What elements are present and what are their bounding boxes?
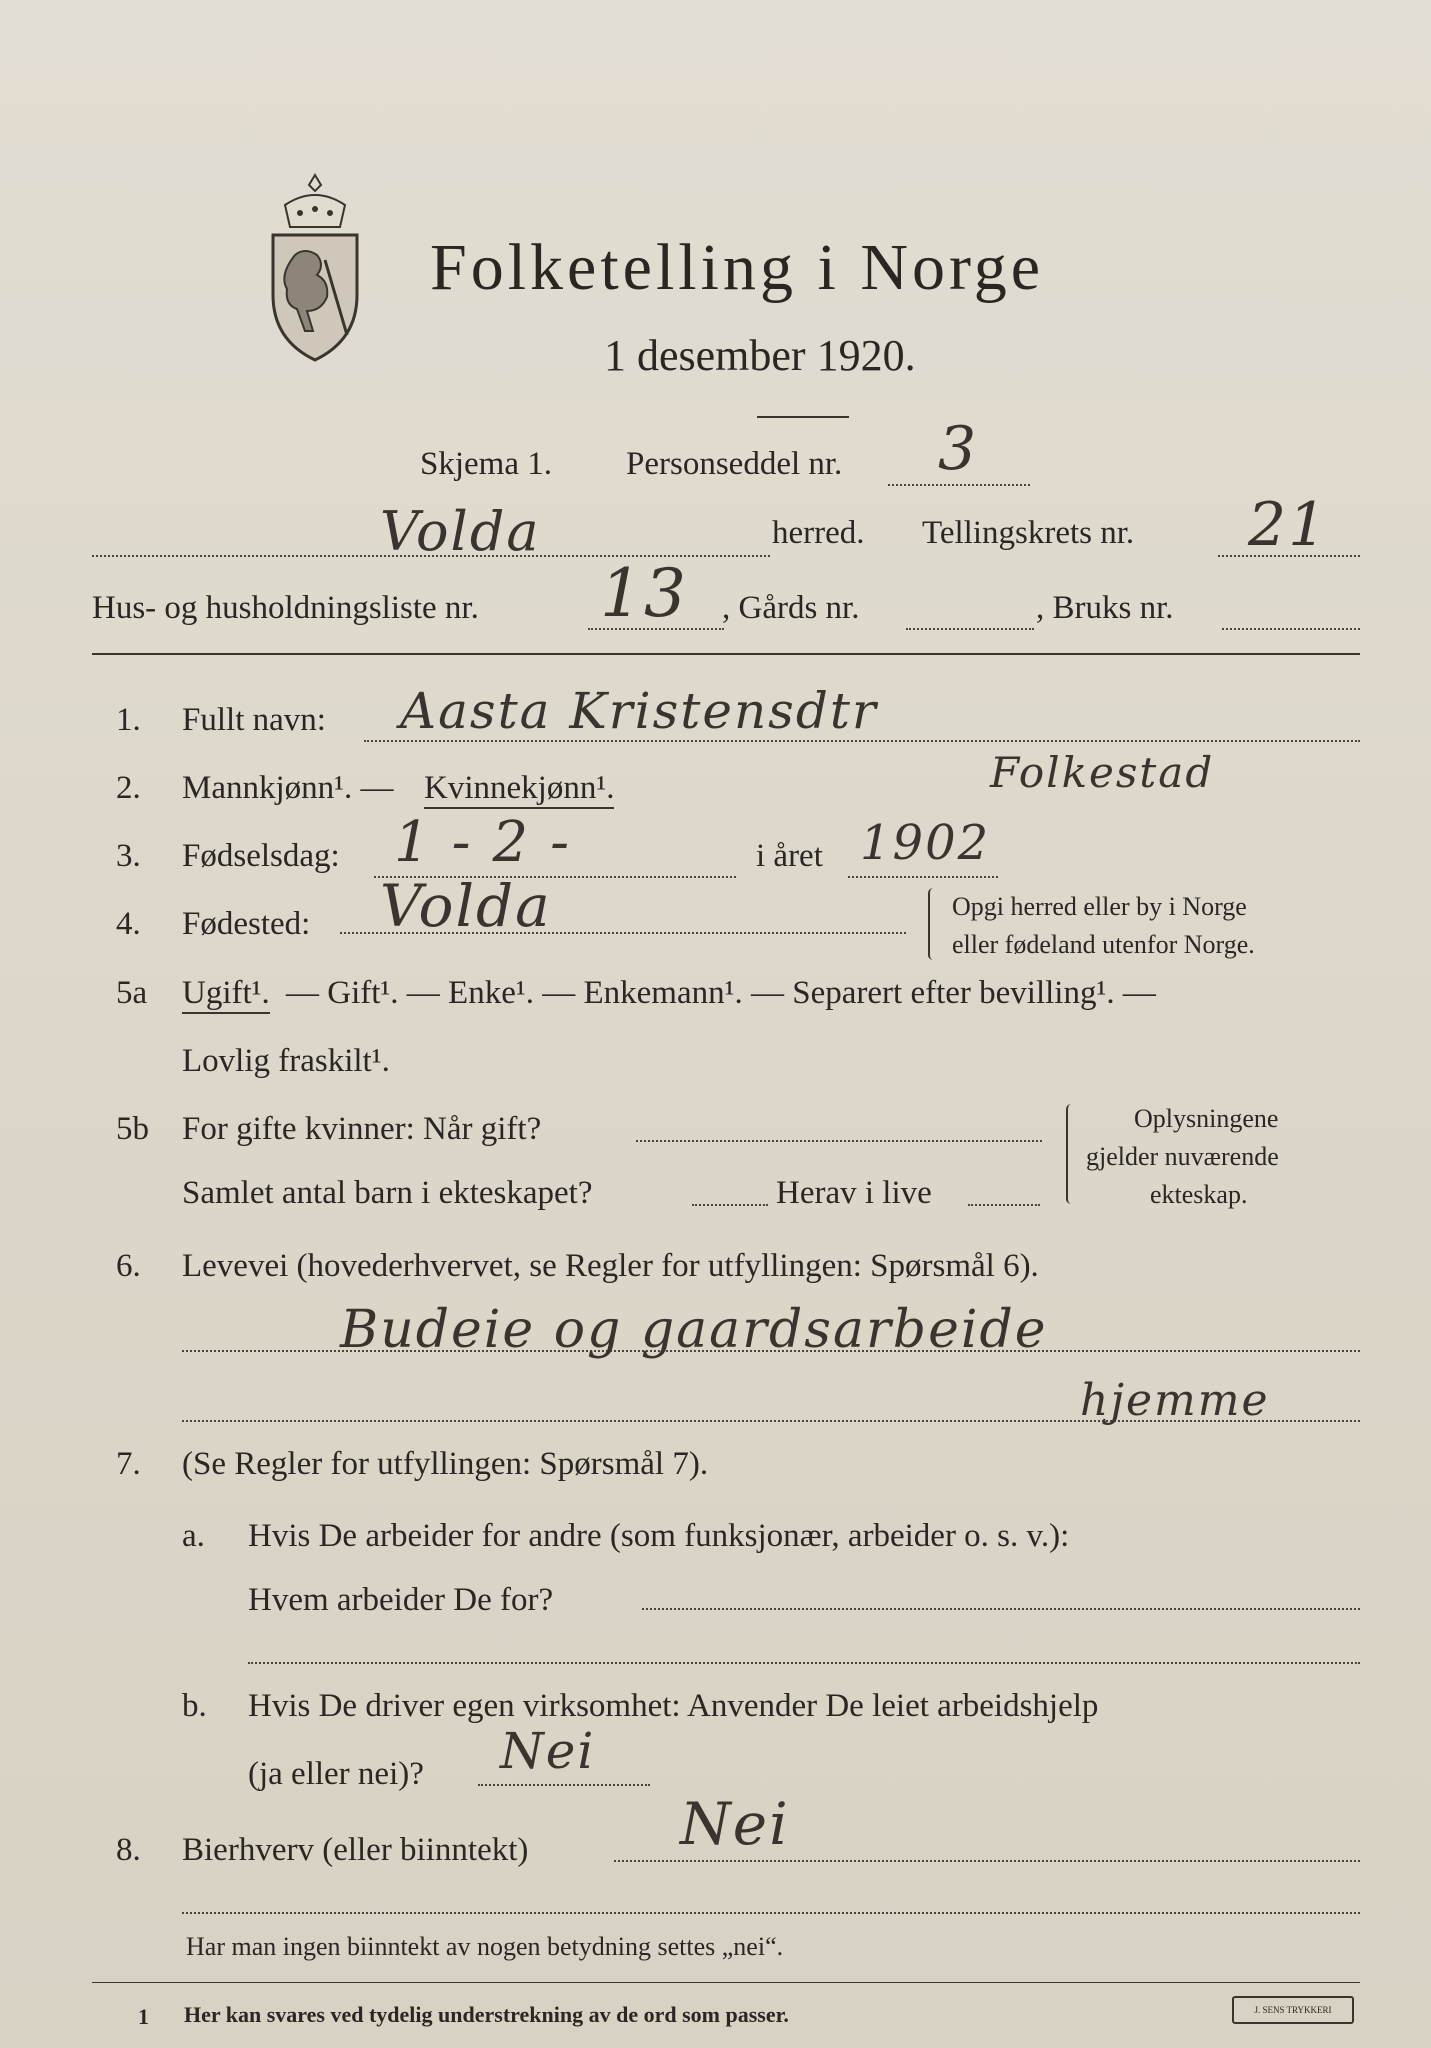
q3-number: 3. [116, 838, 141, 874]
tellingskrets-label: Tellingskrets nr. [922, 515, 1135, 551]
status-ugift-option[interactable]: Ugift¹. [182, 975, 270, 1014]
year-label: i året [756, 838, 823, 874]
fullname-value: Aasta Kristensdtr [400, 682, 878, 740]
footer-rule [92, 1982, 1360, 1983]
employer-field[interactable] [642, 1608, 1360, 1610]
q6-label: Levevei (hovederhvervet, se Regler for utfyllingen: Spørsmål 6). [182, 1248, 1039, 1284]
footnote-number: 1 [138, 2004, 149, 2029]
status-other-options[interactable]: — Gift¹. — Enke¹. — Enkemann¹. — Separert efter bevilling¹. — [286, 975, 1156, 1011]
bruks-label: , Bruks nr. [1036, 590, 1174, 626]
gards-label: , Gårds nr. [722, 590, 860, 626]
q8-label: Bierhverv (eller biinntekt) [182, 1832, 529, 1868]
title-divider [757, 416, 849, 418]
q5b-note-line3: ekteskap. [1150, 1180, 1248, 1209]
q2-number: 2. [116, 770, 141, 806]
q5b-brace [1066, 1104, 1076, 1204]
fullname-field[interactable] [364, 740, 1360, 742]
q5b-number: 5b [116, 1111, 149, 1147]
side-income-field-line2[interactable] [182, 1912, 1360, 1914]
fullname-value-surname: Folkestad [990, 748, 1215, 797]
q8-number: 8. [116, 1832, 141, 1868]
q5b-note-line1: Oplysningene [1134, 1104, 1279, 1133]
gards-field[interactable] [906, 628, 1034, 630]
status-fraskilt-option[interactable]: Lovlig fraskilt¹. [182, 1043, 390, 1079]
q7b-text: Hvis De driver egen virksomhet: Anvender De leiet arbeidshjelp [248, 1688, 1099, 1724]
q5a-number: 5a [116, 975, 148, 1011]
side-income-field[interactable] [614, 1860, 1360, 1862]
skjema-label: Skjema 1. [420, 446, 552, 482]
children-alive-field[interactable] [968, 1204, 1040, 1206]
q7a-question: Hvem arbeider De for? [248, 1582, 554, 1618]
birthday-value: 1-2- [394, 810, 592, 875]
q1-number: 1. [116, 702, 141, 738]
printer-stamp-text: J. SENS TRYKKERI [1254, 2005, 1332, 2015]
q6-number: 6. [116, 1248, 141, 1284]
footnote-text: Her kan svares ved tydelig understrekning av de ord som passer. [184, 2002, 789, 2027]
q4-brace [928, 888, 938, 960]
q7-label: (Se Regler for utfyllingen: Spørsmål 7). [182, 1446, 709, 1482]
personseddel-field[interactable] [888, 484, 1030, 486]
q5b-note-line2: gjelder nuværende [1086, 1142, 1279, 1171]
married-date-field[interactable] [636, 1140, 1042, 1142]
census-date: 1 desember 1920. [604, 331, 916, 380]
tellingskrets-value: 21 [1248, 490, 1329, 560]
q7a-text: Hvis De arbeider for andre (som funksjonær, arbeider o. s. v.): [248, 1518, 1070, 1554]
q3-label: Fødselsdag: [182, 838, 340, 874]
q1-label: Fullt navn: [182, 702, 326, 738]
hired-help-field[interactable] [478, 1784, 650, 1786]
occupation-value: Budeie og gaardsarbeide [340, 1300, 1048, 1360]
footer-note: Har man ingen biinntekt av nogen betydning settes „nei“. [186, 1932, 784, 1961]
bruks-field[interactable] [1222, 628, 1360, 630]
q4-note-line1: Opgi herred eller by i Norge [952, 892, 1247, 921]
printer-stamp [1232, 1996, 1354, 2024]
q7b-question: (ja eller nei)? [248, 1756, 424, 1792]
q4-number: 4. [116, 906, 141, 942]
personseddel-label: Personseddel nr. [626, 446, 843, 482]
q5b-married-label: For gifte kvinner: Når gift? [182, 1111, 542, 1147]
gender-male-option[interactable]: Mannkjønn¹. — [182, 770, 394, 806]
children-total-field[interactable] [692, 1204, 768, 1206]
coat-of-arms-icon [255, 165, 375, 370]
birthyear-field[interactable] [848, 876, 998, 878]
hired-help-value: Nei [500, 1722, 596, 1780]
q5b-children-label: Samlet antal barn i ekteskapet? [182, 1175, 593, 1211]
birthplace-value: Volda [380, 872, 552, 940]
side-income-value: Nei [680, 1790, 790, 1858]
occupation-value-line2: hjemme [1080, 1375, 1270, 1426]
herred-label: herred. [772, 515, 865, 551]
q5b-alive-label: Herav i live [776, 1175, 932, 1211]
q7a-letter: a. [182, 1518, 205, 1554]
q7b-letter: b. [182, 1688, 207, 1724]
header-rule [92, 653, 1360, 655]
hus-value: 13 [600, 555, 688, 632]
employer-field-line2[interactable] [248, 1662, 1360, 1664]
q4-note-line2: eller fødeland utenfor Norge. [952, 930, 1255, 959]
q7-number: 7. [116, 1446, 141, 1482]
herred-value: Volda [380, 500, 541, 563]
q4-label: Fødested: [182, 906, 311, 942]
birthyear-value: 1902 [860, 815, 991, 871]
personseddel-value: 3 [938, 414, 979, 484]
form-title: Folketelling i Norge [430, 231, 1045, 304]
gender-female-option[interactable]: Kvinnekjønn¹. [424, 770, 614, 809]
hus-label: Hus- og husholdningsliste nr. [92, 590, 479, 626]
